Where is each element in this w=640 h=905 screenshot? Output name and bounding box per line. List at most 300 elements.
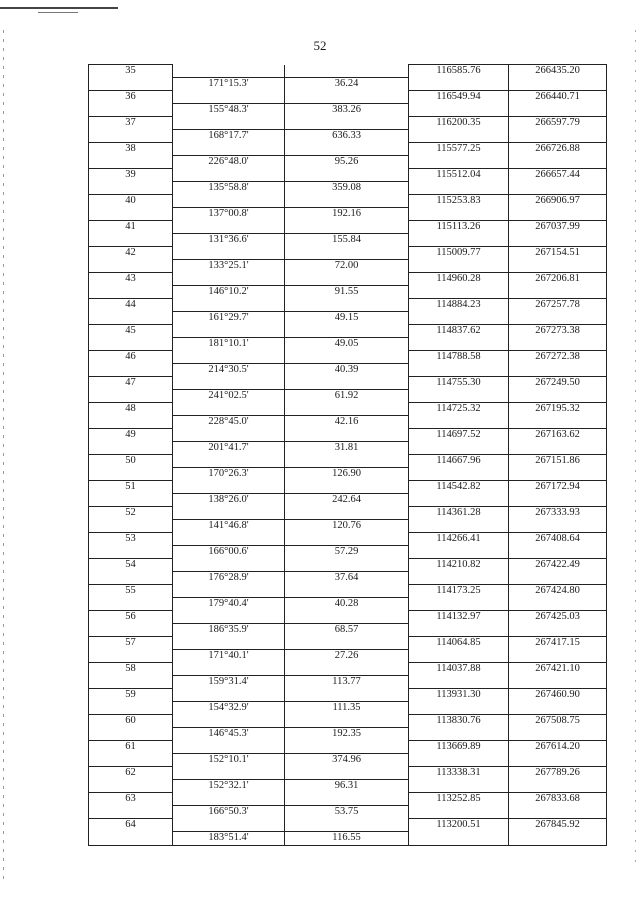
direction-angle-cell: 166°00.6' [173, 546, 285, 559]
direction-angle-cell: 161°29.7' [173, 312, 285, 325]
distance-cell: 374.96 [285, 754, 409, 767]
segment-row [89, 390, 607, 403]
segment-row [89, 130, 607, 143]
point-row [89, 117, 607, 130]
point-row [89, 91, 607, 104]
empty-cell [409, 390, 509, 403]
x-coordinate-cell: 114837.62 [409, 325, 509, 338]
segment-row [89, 520, 607, 533]
direction-angle-cell: 159°31.4' [173, 676, 285, 689]
x-coordinate-cell: 116549.94 [409, 91, 509, 104]
empty-cell [285, 559, 409, 572]
y-coordinate-cell: 266440.71 [509, 91, 607, 104]
direction-angle-cell: 152°10.1' [173, 754, 285, 767]
empty-cell [173, 117, 285, 130]
direction-angle-cell: 155°48.3' [173, 104, 285, 117]
empty-cell [509, 780, 607, 793]
empty-cell [409, 468, 509, 481]
empty-cell [173, 533, 285, 546]
direction-angle-cell: 146°45.3' [173, 728, 285, 741]
empty-cell [285, 689, 409, 702]
point-row [89, 611, 607, 624]
direction-angle-cell: 214°30.5' [173, 364, 285, 377]
distance-cell: 192.16 [285, 208, 409, 221]
segment-row [89, 702, 607, 715]
x-coordinate-cell: 114266.41 [409, 533, 509, 546]
empty-cell [89, 208, 173, 221]
empty-cell [509, 338, 607, 351]
distance-cell: 37.64 [285, 572, 409, 585]
top-left-rule [0, 7, 118, 9]
empty-cell [509, 234, 607, 247]
empty-cell [173, 65, 285, 78]
empty-cell [89, 104, 173, 117]
direction-angle-cell: 186°35.9' [173, 624, 285, 637]
empty-cell [173, 247, 285, 260]
y-coordinate-cell: 267154.51 [509, 247, 607, 260]
y-coordinate-cell: 267333.93 [509, 507, 607, 520]
point-row [89, 221, 607, 234]
point-row [89, 455, 607, 468]
empty-cell [285, 585, 409, 598]
segment-row [89, 234, 607, 247]
empty-cell [173, 169, 285, 182]
empty-cell [173, 507, 285, 520]
empty-cell [409, 182, 509, 195]
empty-cell [285, 403, 409, 416]
empty-cell [409, 520, 509, 533]
empty-cell [409, 754, 509, 767]
empty-cell [285, 767, 409, 780]
x-coordinate-cell: 115113.26 [409, 221, 509, 234]
direction-angle-cell: 201°41.7' [173, 442, 285, 455]
y-coordinate-cell: 267508.75 [509, 715, 607, 728]
empty-cell [173, 429, 285, 442]
point-row [89, 247, 607, 260]
direction-angle-cell: 181°10.1' [173, 338, 285, 351]
empty-cell [173, 455, 285, 468]
empty-cell [509, 650, 607, 663]
point-row [89, 559, 607, 572]
point-number-cell: 52 [89, 507, 173, 520]
empty-cell [509, 728, 607, 741]
point-number-cell: 55 [89, 585, 173, 598]
y-coordinate-cell: 267614.20 [509, 741, 607, 754]
empty-cell [509, 624, 607, 637]
empty-cell [89, 234, 173, 247]
y-coordinate-cell: 266906.97 [509, 195, 607, 208]
x-coordinate-cell: 113338.31 [409, 767, 509, 780]
empty-cell [409, 338, 509, 351]
empty-cell [509, 286, 607, 299]
segment-row [89, 728, 607, 741]
distance-cell: 383.26 [285, 104, 409, 117]
x-coordinate-cell: 114960.28 [409, 273, 509, 286]
distance-cell: 53.75 [285, 806, 409, 819]
distance-cell: 242.64 [285, 494, 409, 507]
empty-cell [409, 78, 509, 91]
distance-cell: 95.26 [285, 156, 409, 169]
empty-cell [173, 741, 285, 754]
point-number-cell: 58 [89, 663, 173, 676]
empty-cell [89, 364, 173, 377]
y-coordinate-cell: 267172.94 [509, 481, 607, 494]
empty-cell [285, 325, 409, 338]
point-number-cell: 41 [89, 221, 173, 234]
direction-angle-cell: 171°40.1' [173, 650, 285, 663]
empty-cell [409, 234, 509, 247]
empty-cell [285, 481, 409, 494]
point-number-cell: 51 [89, 481, 173, 494]
empty-cell [509, 702, 607, 715]
x-coordinate-cell: 114064.85 [409, 637, 509, 650]
point-number-cell: 54 [89, 559, 173, 572]
direction-angle-cell: 141°46.8' [173, 520, 285, 533]
point-number-cell: 37 [89, 117, 173, 130]
empty-cell [173, 377, 285, 390]
empty-cell [509, 754, 607, 767]
x-coordinate-cell: 116200.35 [409, 117, 509, 130]
segment-row [89, 156, 607, 169]
y-coordinate-cell: 266726.88 [509, 143, 607, 156]
x-coordinate-cell: 114697.52 [409, 429, 509, 442]
empty-cell [285, 91, 409, 104]
empty-cell [173, 689, 285, 702]
point-number-cell: 57 [89, 637, 173, 650]
empty-cell [285, 663, 409, 676]
empty-cell [89, 598, 173, 611]
distance-cell: 49.15 [285, 312, 409, 325]
empty-cell [509, 130, 607, 143]
point-row [89, 689, 607, 702]
empty-cell [89, 312, 173, 325]
empty-cell [509, 832, 607, 846]
distance-cell: 113.77 [285, 676, 409, 689]
direction-angle-cell: 135°58.8' [173, 182, 285, 195]
empty-cell [173, 663, 285, 676]
empty-cell [409, 286, 509, 299]
distance-cell: 31.81 [285, 442, 409, 455]
empty-cell [173, 299, 285, 312]
x-coordinate-cell: 114132.97 [409, 611, 509, 624]
direction-angle-cell: 131°36.6' [173, 234, 285, 247]
x-coordinate-cell: 115009.77 [409, 247, 509, 260]
empty-cell [89, 780, 173, 793]
empty-cell [285, 637, 409, 650]
empty-cell [173, 481, 285, 494]
empty-cell [89, 260, 173, 273]
point-number-cell: 46 [89, 351, 173, 364]
empty-cell [409, 546, 509, 559]
segment-row [89, 650, 607, 663]
x-coordinate-cell: 115577.25 [409, 143, 509, 156]
point-number-cell: 50 [89, 455, 173, 468]
point-row [89, 299, 607, 312]
segment-row [89, 572, 607, 585]
empty-cell [509, 676, 607, 689]
segment-row [89, 182, 607, 195]
distance-cell: 61.92 [285, 390, 409, 403]
empty-cell [409, 208, 509, 221]
distance-cell: 111.35 [285, 702, 409, 715]
y-coordinate-cell: 267421.10 [509, 663, 607, 676]
y-coordinate-cell: 267424.80 [509, 585, 607, 598]
direction-angle-cell: 179°40.4' [173, 598, 285, 611]
point-number-cell: 56 [89, 611, 173, 624]
point-row [89, 767, 607, 780]
empty-cell [509, 598, 607, 611]
point-number-cell: 60 [89, 715, 173, 728]
empty-cell [509, 78, 607, 91]
empty-cell [89, 546, 173, 559]
empty-cell [285, 715, 409, 728]
segment-row [89, 598, 607, 611]
segment-row [89, 338, 607, 351]
empty-cell [89, 390, 173, 403]
empty-cell [409, 650, 509, 663]
empty-cell [509, 312, 607, 325]
empty-cell [285, 117, 409, 130]
empty-cell [409, 780, 509, 793]
x-coordinate-cell: 114725.32 [409, 403, 509, 416]
empty-cell [89, 624, 173, 637]
top-left-rule-short [38, 12, 78, 13]
distance-cell: 126.90 [285, 468, 409, 481]
y-coordinate-cell: 266597.79 [509, 117, 607, 130]
empty-cell [409, 312, 509, 325]
empty-cell [409, 364, 509, 377]
empty-cell [173, 819, 285, 832]
segment-row [89, 780, 607, 793]
point-row [89, 481, 607, 494]
empty-cell [173, 715, 285, 728]
x-coordinate-cell: 113669.89 [409, 741, 509, 754]
segment-row [89, 260, 607, 273]
distance-cell: 120.76 [285, 520, 409, 533]
point-row [89, 351, 607, 364]
y-coordinate-cell: 267163.62 [509, 429, 607, 442]
empty-cell [285, 195, 409, 208]
empty-cell [409, 624, 509, 637]
empty-cell [173, 637, 285, 650]
x-coordinate-cell: 115253.83 [409, 195, 509, 208]
direction-angle-cell: 241°02.5' [173, 390, 285, 403]
empty-cell [285, 143, 409, 156]
point-number-cell: 48 [89, 403, 173, 416]
empty-cell [509, 416, 607, 429]
y-coordinate-cell: 267257.78 [509, 299, 607, 312]
segment-row [89, 676, 607, 689]
empty-cell [89, 494, 173, 507]
y-coordinate-cell: 267272.38 [509, 351, 607, 364]
empty-cell [173, 91, 285, 104]
empty-cell [509, 468, 607, 481]
point-number-cell: 43 [89, 273, 173, 286]
distance-cell: 42.16 [285, 416, 409, 429]
empty-cell [89, 442, 173, 455]
x-coordinate-cell: 114667.96 [409, 455, 509, 468]
empty-cell [285, 741, 409, 754]
point-row [89, 793, 607, 806]
left-binding-edge [3, 30, 4, 880]
point-row [89, 429, 607, 442]
empty-cell [89, 754, 173, 767]
x-coordinate-cell: 114210.82 [409, 559, 509, 572]
empty-cell [89, 338, 173, 351]
empty-cell [285, 65, 409, 78]
empty-cell [509, 806, 607, 819]
empty-cell [89, 182, 173, 195]
empty-cell [285, 377, 409, 390]
empty-cell [173, 351, 285, 364]
empty-cell [509, 364, 607, 377]
empty-cell [509, 104, 607, 117]
empty-cell [409, 702, 509, 715]
distance-cell: 27.26 [285, 650, 409, 663]
point-number-cell: 40 [89, 195, 173, 208]
x-coordinate-cell: 113830.76 [409, 715, 509, 728]
segment-row [89, 624, 607, 637]
empty-cell [409, 832, 509, 846]
point-row [89, 663, 607, 676]
point-number-cell: 59 [89, 689, 173, 702]
point-row [89, 325, 607, 338]
distance-cell: 36.24 [285, 78, 409, 91]
page-number: 52 [313, 38, 327, 53]
empty-cell [509, 572, 607, 585]
empty-cell [173, 325, 285, 338]
point-number-cell: 53 [89, 533, 173, 546]
distance-cell: 359.08 [285, 182, 409, 195]
direction-angle-cell: 146°10.2' [173, 286, 285, 299]
point-row [89, 195, 607, 208]
empty-cell [409, 442, 509, 455]
empty-cell [173, 559, 285, 572]
segment-row [89, 468, 607, 481]
empty-cell [89, 806, 173, 819]
direction-angle-cell: 176°28.9' [173, 572, 285, 585]
empty-cell [285, 455, 409, 468]
y-coordinate-cell: 267151.86 [509, 455, 607, 468]
point-number-cell: 64 [89, 819, 173, 832]
point-number-cell: 42 [89, 247, 173, 260]
direction-angle-cell: 171°15.3' [173, 78, 285, 91]
segment-row [89, 546, 607, 559]
empty-cell [285, 429, 409, 442]
y-coordinate-cell: 266435.20 [509, 65, 607, 78]
y-coordinate-cell: 267460.90 [509, 689, 607, 702]
y-coordinate-cell: 267195.32 [509, 403, 607, 416]
x-coordinate-cell: 116585.76 [409, 65, 509, 78]
segment-row [89, 416, 607, 429]
empty-cell [89, 520, 173, 533]
y-coordinate-cell: 267425.03 [509, 611, 607, 624]
empty-cell [409, 130, 509, 143]
coordinates-table-body [89, 65, 607, 846]
empty-cell [89, 286, 173, 299]
direction-angle-cell: 166°50.3' [173, 806, 285, 819]
segment-row [89, 832, 607, 846]
empty-cell [173, 143, 285, 156]
direction-angle-cell: 170°26.3' [173, 468, 285, 481]
empty-cell [285, 507, 409, 520]
direction-angle-cell: 168°17.7' [173, 130, 285, 143]
x-coordinate-cell: 114173.25 [409, 585, 509, 598]
segment-row [89, 78, 607, 91]
y-coordinate-cell: 267408.64 [509, 533, 607, 546]
empty-cell [89, 468, 173, 481]
point-number-cell: 61 [89, 741, 173, 754]
point-row [89, 637, 607, 650]
y-coordinate-cell: 267417.15 [509, 637, 607, 650]
empty-cell [89, 130, 173, 143]
y-coordinate-cell: 267845.92 [509, 819, 607, 832]
distance-cell: 155.84 [285, 234, 409, 247]
point-row [89, 715, 607, 728]
empty-cell [509, 494, 607, 507]
x-coordinate-cell: 113252.85 [409, 793, 509, 806]
distance-cell: 68.57 [285, 624, 409, 637]
direction-angle-cell: 133°25.1' [173, 260, 285, 273]
distance-cell: 192.35 [285, 728, 409, 741]
segment-row [89, 104, 607, 117]
empty-cell [285, 793, 409, 806]
segment-row [89, 494, 607, 507]
empty-cell [409, 260, 509, 273]
y-coordinate-cell: 267249.50 [509, 377, 607, 390]
empty-cell [173, 611, 285, 624]
distance-cell: 96.31 [285, 780, 409, 793]
empty-cell [285, 611, 409, 624]
x-coordinate-cell: 114037.88 [409, 663, 509, 676]
point-row [89, 169, 607, 182]
empty-cell [509, 442, 607, 455]
point-number-cell: 35 [89, 65, 173, 78]
empty-cell [89, 832, 173, 846]
point-row [89, 65, 607, 78]
empty-cell [409, 494, 509, 507]
empty-cell [409, 156, 509, 169]
direction-angle-cell: 228°45.0' [173, 416, 285, 429]
point-number-cell: 38 [89, 143, 173, 156]
point-number-cell: 36 [89, 91, 173, 104]
direction-angle-cell: 183°51.4' [173, 832, 285, 846]
empty-cell [89, 156, 173, 169]
empty-cell [285, 819, 409, 832]
empty-cell [89, 702, 173, 715]
right-page-edge [635, 30, 636, 870]
empty-cell [509, 208, 607, 221]
empty-cell [89, 416, 173, 429]
y-coordinate-cell: 267273.38 [509, 325, 607, 338]
empty-cell [409, 676, 509, 689]
empty-cell [409, 104, 509, 117]
empty-cell [285, 169, 409, 182]
x-coordinate-cell: 114542.82 [409, 481, 509, 494]
point-number-cell: 63 [89, 793, 173, 806]
point-number-cell: 39 [89, 169, 173, 182]
x-coordinate-cell: 113200.51 [409, 819, 509, 832]
point-row [89, 585, 607, 598]
distance-cell: 57.29 [285, 546, 409, 559]
empty-cell [285, 273, 409, 286]
direction-angle-cell: 152°32.1' [173, 780, 285, 793]
x-coordinate-cell: 113931.30 [409, 689, 509, 702]
point-row [89, 507, 607, 520]
distance-cell: 72.00 [285, 260, 409, 273]
coordinates-table [88, 64, 607, 846]
point-number-cell: 45 [89, 325, 173, 338]
